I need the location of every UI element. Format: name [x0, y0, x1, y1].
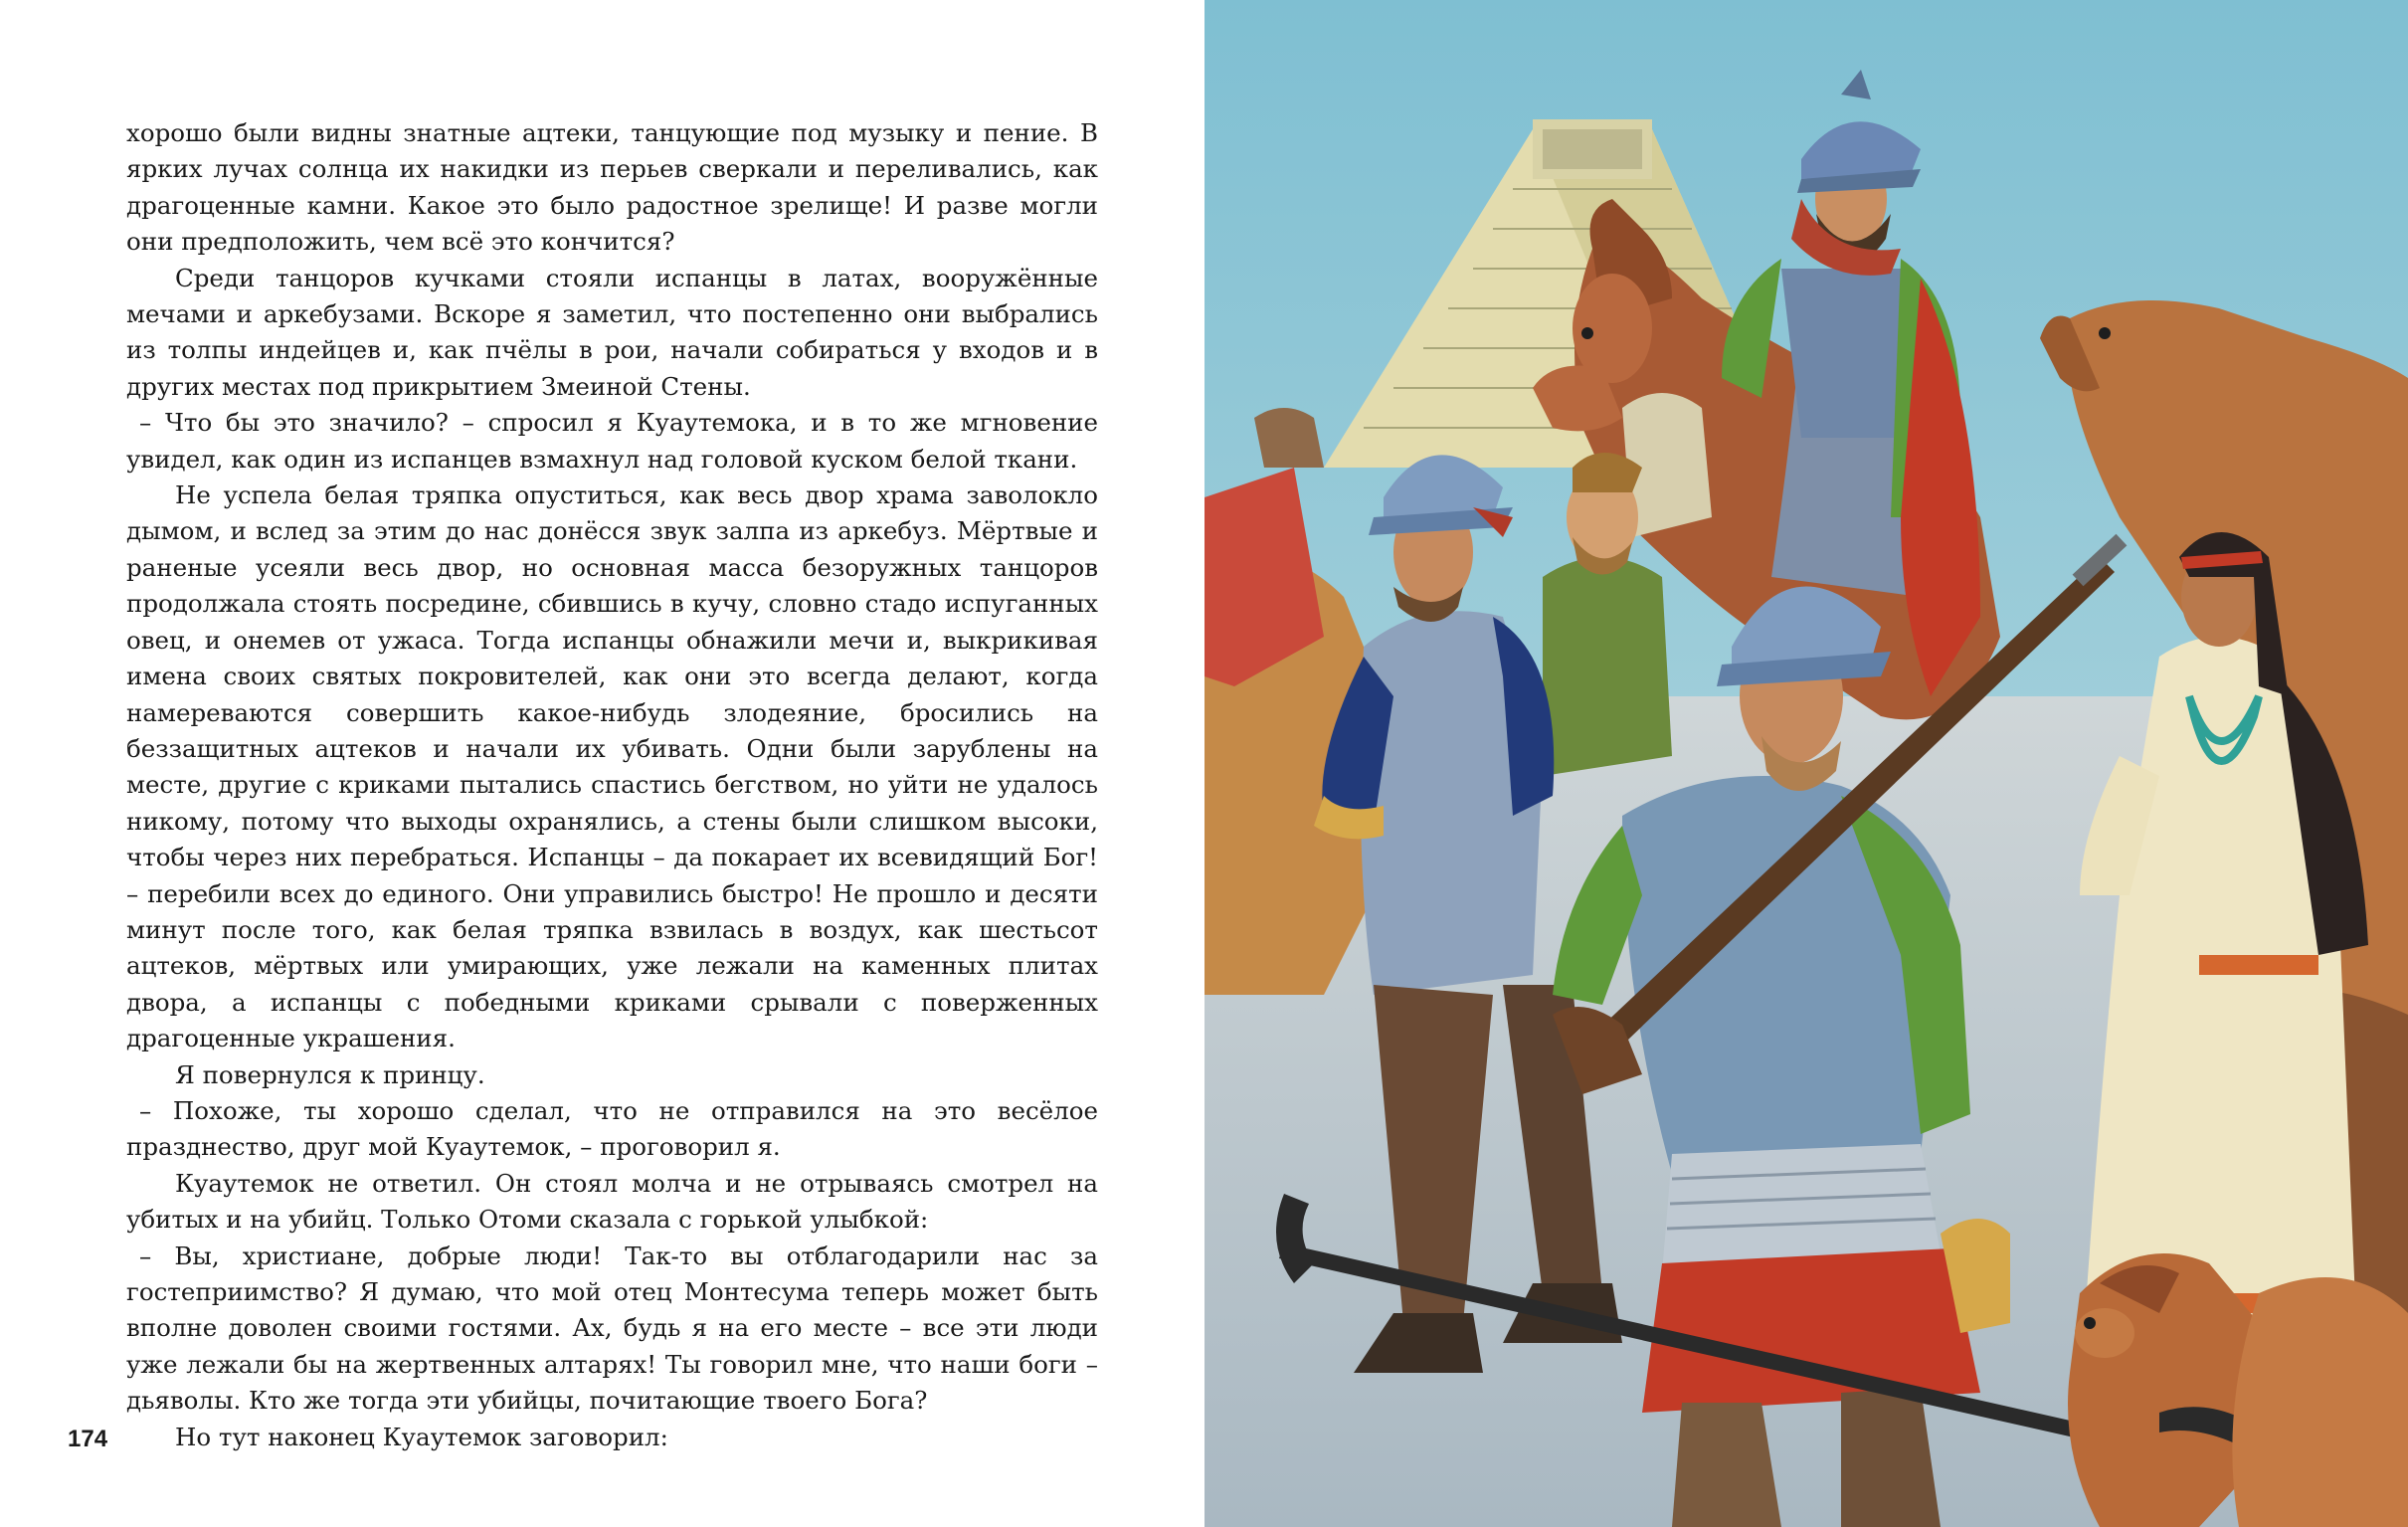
paragraph: Я повернулся к принцу. [175, 1059, 485, 1089]
paragraph: – Что бы это значило? – спросил я Куаутемока, и в то же мгновение увидел, как один из испанцев взмахнул над головой куском белой ткани. [126, 408, 1098, 474]
paragraph: Но тут наконец Куаутемок заговорил: [175, 1422, 668, 1451]
paragraph: хорошо были видны знатные ацтеки, танцующие под музыку и пение. В ярких лучах солнца их накидки из перьев сверкали и переливались, как драгоценные камни. Какое это было радостное зрелище! И разве могли они предположить, чем всё это кончится? [126, 118, 1098, 257]
conquistadors-illustration [1204, 0, 2408, 1527]
paragraph: – Похоже, ты хорошо сделал, что не отправился на это весёлое празднество, друг мой Куаутемок, – проговорил я. [126, 1095, 1098, 1162]
page-number: 174 [68, 1426, 108, 1452]
paragraph: Среди танцоров кучками стояли испанцы в латах, вооружённые мечами и аркебузами. Вскоре я заметил, что постепенно они выбрались из толпы индейцев и, как пчёлы в рои, начали собираться у входов и в других местах под прикрытием Змеиной Стены. [126, 263, 1098, 401]
body-text [126, 115, 1098, 1455]
paragraph: Куаутемок не ответил. Он стоял молча и не отрываясь смотрел на убитых и на убийц. Только Отоми сказала с горькой улыбкой: [126, 1168, 1098, 1235]
illustration-page [1204, 0, 2408, 1527]
paragraph: – Вы, христиане, добрые люди! Так-то вы отблагодарили нас за гостеприимство? Я думаю, что мой отец Монтесума теперь может быть вполне доволен своими гостями. Ах, будь я на его месте – все эти люди уже лежали бы на жертвенных алтарях! Ты говорил мне, что наши боги – дьяволы. Кто же тогда эти убийцы, почитающие твоего Бога? [126, 1241, 1098, 1416]
paragraph: Не успела белая тряпка опуститься, как весь двор храма заволокло дымом, и вслед за этим до нас донёсся звук залпа из аркебуз. Мёртвые и раненые усеяли весь двор, но основная масса безоружных танцоров продолжала стоять посредине, сбившись в кучу, словно стадо испуганных овец, и онемев от ужаса. Тогда испанцы обнажили мечи и, выкрикивая имена своих святых покровителей, как они это всегда делают, когда намереваются совершить какое-нибудь злодеяние, бросились на беззащитных ацтеков и начали их убивать. Одни были зарублены на месте, другие с криками пытались спастись бегством, но уйти не удалось никому, потому что выходы охранялись, а стены были слишком высоки, чтобы через них перебраться. Испанцы – да покарает их всевидящий Бог! – перебили всех до единого. Они управились быстро! Не прошло и десяти минут после того, как белая тряпка взвилась в воздух, как шестьсот ацтеков, мёртвых или умирающих, уже лежали на каменных плитах двора, а испанцы с победными криками срывали с поверженных драгоценные украшения. [126, 480, 1098, 1053]
bottom-right-horse [2232, 1277, 2408, 1527]
